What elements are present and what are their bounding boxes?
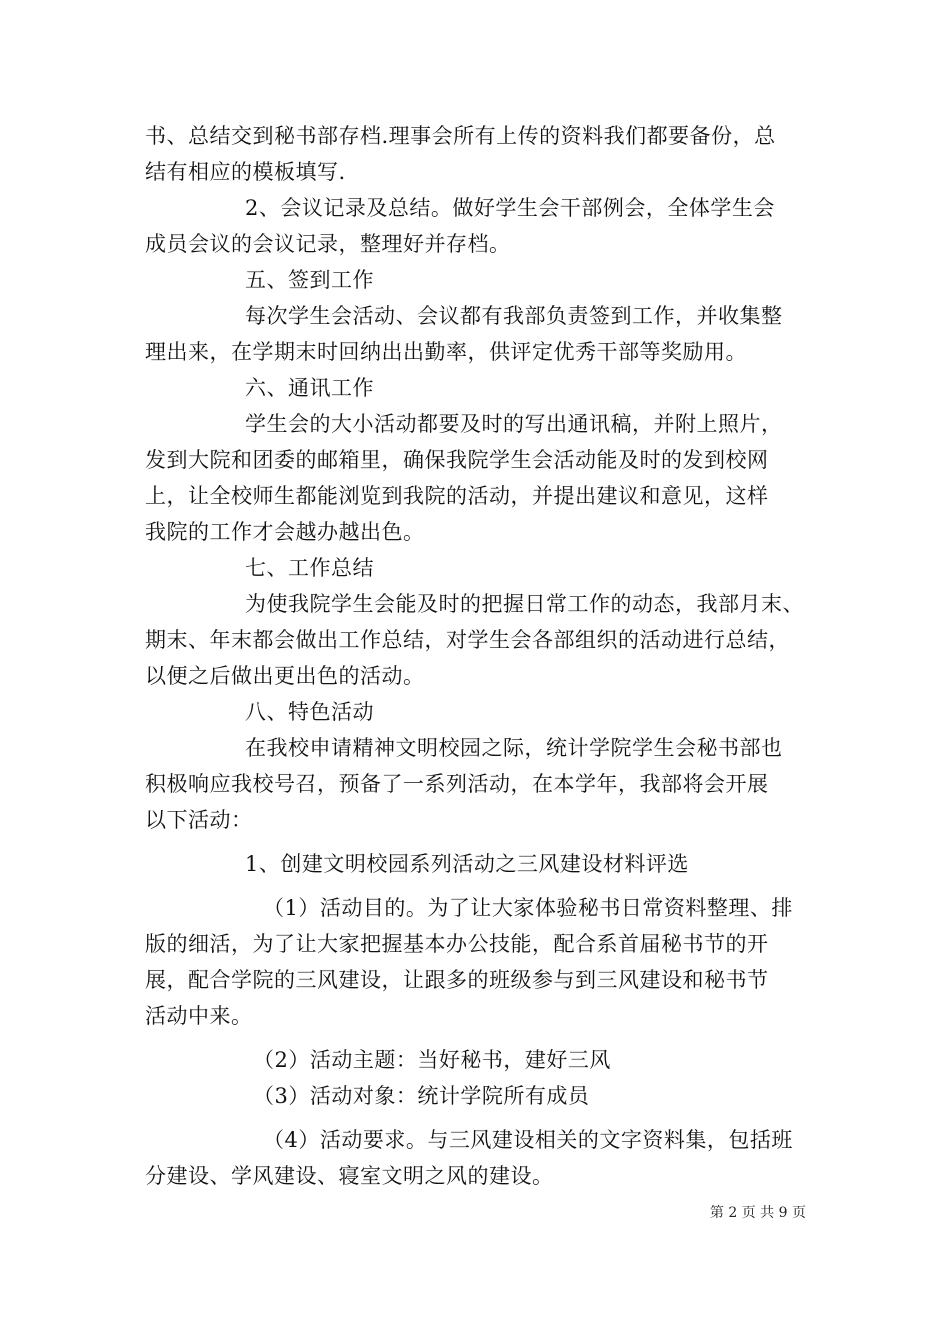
text-line: 我院的工作才会越办越出色。 xyxy=(145,520,425,544)
text-line: 展，配合学院的三风建设，让跟多的班级参与到三风建设和秘书节 xyxy=(145,968,769,992)
section-heading: 八、特色活动 xyxy=(245,700,374,724)
text-line: 结有相应的模板填写. xyxy=(145,160,346,184)
page-number: 第 2 页 共 9 页 xyxy=(709,1205,806,1221)
text-line: 为使我院学生会能及时的把握日常工作的动态，我部月末、 xyxy=(245,592,804,616)
text-line: 活动中来。 xyxy=(145,1004,253,1028)
section-heading: 七、工作总结 xyxy=(245,556,374,580)
spacer xyxy=(145,1114,825,1122)
text-line: 以便之后做出更出色的活动。 xyxy=(145,664,425,688)
text-line: 成员会议的会议记录，整理好并存档。 xyxy=(145,232,511,256)
text-line: 在我校申请精神文明校园之际，统计学院学生会秘书部也 xyxy=(245,736,783,760)
text-line: （1）活动目的。为了让大家体验秘书日常资料整理、排 xyxy=(263,896,793,920)
text-line: 分建设、学风建设、寝室文明之风的建设。 xyxy=(145,1164,554,1188)
text-line: （2）活动主题：当好秘书，建好三风 xyxy=(253,1048,611,1072)
section-heading: 六、通讯工作 xyxy=(245,376,374,400)
text-line: 版的细活，为了让大家把握基本办公技能，配合系首届秘书节的开 xyxy=(145,932,769,956)
spacer xyxy=(145,1034,825,1042)
subsection-heading: 1、创建文明校园系列活动之三风建设材料评选 xyxy=(245,852,689,876)
text-line: 书、总结交到秘书部存档.理事会所有上传的资料我们都要备份，总 xyxy=(145,124,776,148)
text-line: 发到大院和团委的邮箱里，确保我院学生会活动能及时的发到校网 xyxy=(145,448,769,472)
text-line: 理出来，在学期末时回纳出出勤率，供评定优秀干部等奖励用。 xyxy=(145,340,747,364)
text-line: 上，让全校师生都能浏览到我院的活动，并提出建议和意见，这样 xyxy=(145,484,769,508)
text-line: 以下活动： xyxy=(145,808,253,832)
text-line: （4）活动要求。与三风建设相关的文字资料集，包括班 xyxy=(263,1128,793,1152)
text-line: 积极响应我校号召，预备了一系列活动，在本学年，我部将会开展 xyxy=(145,772,769,796)
section-heading: 五、签到工作 xyxy=(245,268,374,292)
spacer xyxy=(145,838,825,846)
text-line: 期末、年末都会做出工作总结，对学生会各部组织的活动进行总结， xyxy=(145,628,790,652)
text-line: 2、会议记录及总结。做好学生会干部例会，全体学生会 xyxy=(245,196,775,220)
text-line: 学生会的大小活动都要及时的写出通讯稿，并附上照片， xyxy=(245,412,783,436)
text-line: （3）活动对象：统计学院所有成员 xyxy=(253,1084,590,1108)
body-text xyxy=(145,118,825,1194)
spacer xyxy=(145,882,825,890)
text-line: 每次学生会活动、会议都有我部负责签到工作，并收集整 xyxy=(245,304,783,328)
